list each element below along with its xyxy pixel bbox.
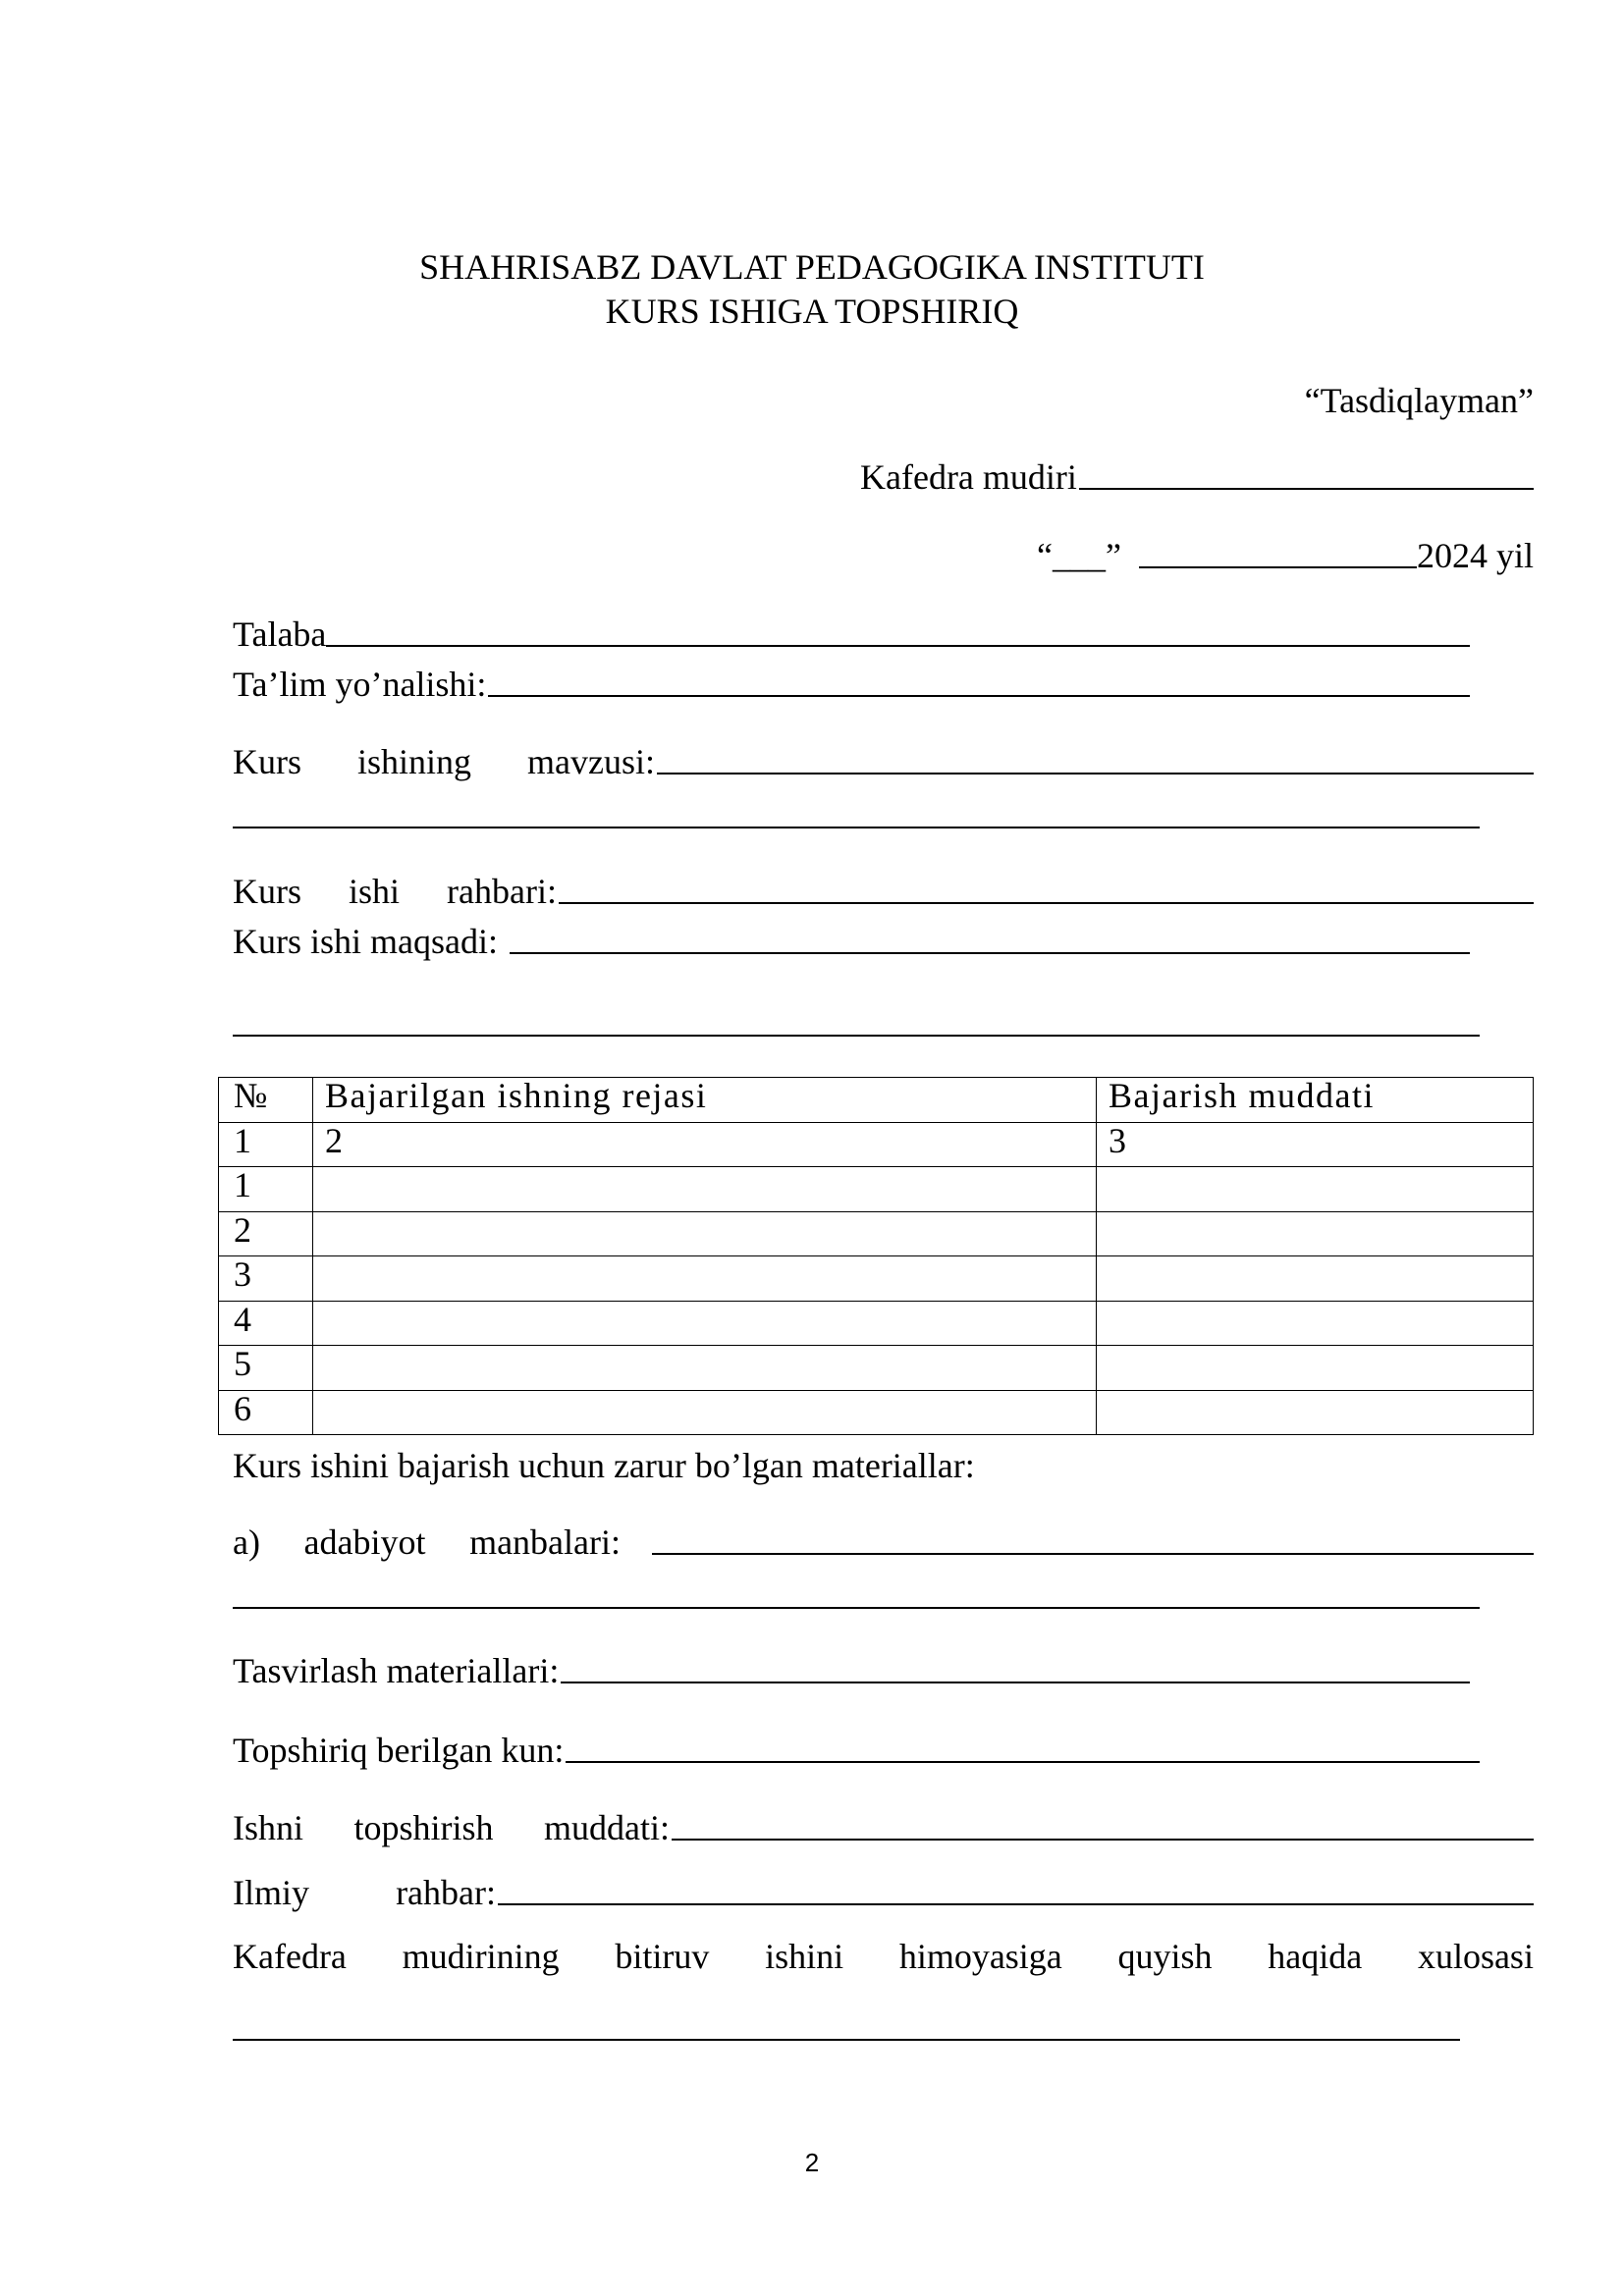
table-cell[interactable] (313, 1390, 1097, 1435)
direction-label: Ta’lim yo’nalishi: (233, 665, 487, 704)
approval-day: “___” (1037, 536, 1121, 575)
goal-line (510, 952, 1470, 954)
scientific-supervisor-field (233, 1875, 1534, 1910)
direction-line (488, 695, 1470, 697)
page-number: 2 (804, 2148, 820, 2177)
approval-stamp: “Tasdiqlayman” (1304, 381, 1534, 420)
table-cell[interactable] (313, 1167, 1097, 1212)
illustrations-label: Tasvirlash materiallari: (233, 1651, 560, 1690)
illustrations-line (561, 1682, 1470, 1683)
department-head-label: Kafedra mudiri (860, 457, 1077, 497)
table-row (219, 1346, 1534, 1391)
scientific-supervisor-label: Ilmiy rahbar: (233, 1873, 496, 1912)
supervisor-field (233, 874, 1534, 909)
table-cell[interactable] (1097, 1390, 1534, 1435)
scientific-supervisor-line (498, 1903, 1534, 1905)
student-label: Talaba (233, 614, 327, 654)
conclusion-label: Kafedra mudirining bitiruv ishini himoyasiga quyish haqida xulosasi (233, 1937, 1534, 1976)
approval-year: 2024 yil (1416, 536, 1534, 575)
deadline-line (672, 1839, 1534, 1841)
student-line (326, 645, 1470, 647)
approval-date-field (1037, 538, 1534, 573)
table-cell[interactable] (313, 1301, 1097, 1346)
header-deadline: Bajarish muddati (1097, 1078, 1534, 1123)
deadline-field (233, 1810, 1534, 1845)
table-cell[interactable] (1097, 1211, 1534, 1256)
literature-field (233, 1524, 1534, 1560)
department-head-field (860, 459, 1534, 495)
approval-date-line (1139, 566, 1417, 568)
issued-date-line (566, 1761, 1480, 1763)
table-cell[interactable] (1097, 1301, 1534, 1346)
table-cell: 5 (219, 1346, 313, 1391)
table-cell: 4 (219, 1301, 313, 1346)
table-cell: 3 (219, 1256, 313, 1302)
topic-field (233, 744, 1534, 779)
table-cell[interactable] (313, 1211, 1097, 1256)
topic-line-2 (233, 827, 1480, 828)
issued-date-field (233, 1733, 1480, 1768)
issued-date-label: Topshiriq berilgan kun: (233, 1731, 565, 1770)
header-plan: Bajarilgan ishning rejasi (313, 1078, 1097, 1123)
work-plan-table (218, 1077, 1534, 1435)
supervisor-line (559, 902, 1534, 904)
table-cell: 2 (313, 1122, 1097, 1167)
literature-line (652, 1553, 1534, 1555)
department-head-line (1079, 488, 1534, 490)
table-row (219, 1301, 1534, 1346)
table-cell: 3 (1097, 1122, 1534, 1167)
conclusion-line (233, 2039, 1460, 2041)
supervisor-label: Kurs ishi rahbari: (233, 872, 557, 911)
table-row (219, 1256, 1534, 1302)
illustrations-field (233, 1653, 1470, 1688)
table-cell: 6 (219, 1390, 313, 1435)
document-title: KURS ISHIGA TOPSHIRIQ (605, 292, 1019, 331)
topic-line (657, 773, 1534, 774)
materials-heading: Kurs ishini bajarish uchun zarur bo’lgan materiallar: (233, 1446, 975, 1485)
student-field (233, 616, 1470, 652)
table-header-row (219, 1078, 1534, 1123)
literature-line-2 (233, 1607, 1480, 1609)
table-cell[interactable] (1097, 1346, 1534, 1391)
table-row (219, 1211, 1534, 1256)
deadline-label: Ishni topshirish muddati: (233, 1808, 670, 1847)
header-number: № (219, 1078, 313, 1123)
institution-name: SHAHRISABZ DAVLAT PEDAGOGIKA INSTITUTI (419, 247, 1205, 287)
table-cell[interactable] (313, 1256, 1097, 1302)
direction-field (233, 667, 1470, 702)
topic-label: Kurs ishining mavzusi: (233, 742, 655, 781)
table-numbering-row (219, 1122, 1534, 1167)
table-cell[interactable] (1097, 1256, 1534, 1302)
table-row (219, 1390, 1534, 1435)
table-row (219, 1167, 1534, 1212)
table-cell[interactable] (1097, 1167, 1534, 1212)
table-cell: 1 (219, 1122, 313, 1167)
goal-label: Kurs ishi maqsadi: (233, 922, 498, 961)
goal-line-2 (233, 1035, 1480, 1037)
table-cell: 2 (219, 1211, 313, 1256)
table-cell: 1 (219, 1167, 313, 1212)
table-cell[interactable] (313, 1346, 1097, 1391)
goal-field (233, 924, 1470, 959)
literature-label: a) adabiyot manbalari: (233, 1522, 621, 1562)
